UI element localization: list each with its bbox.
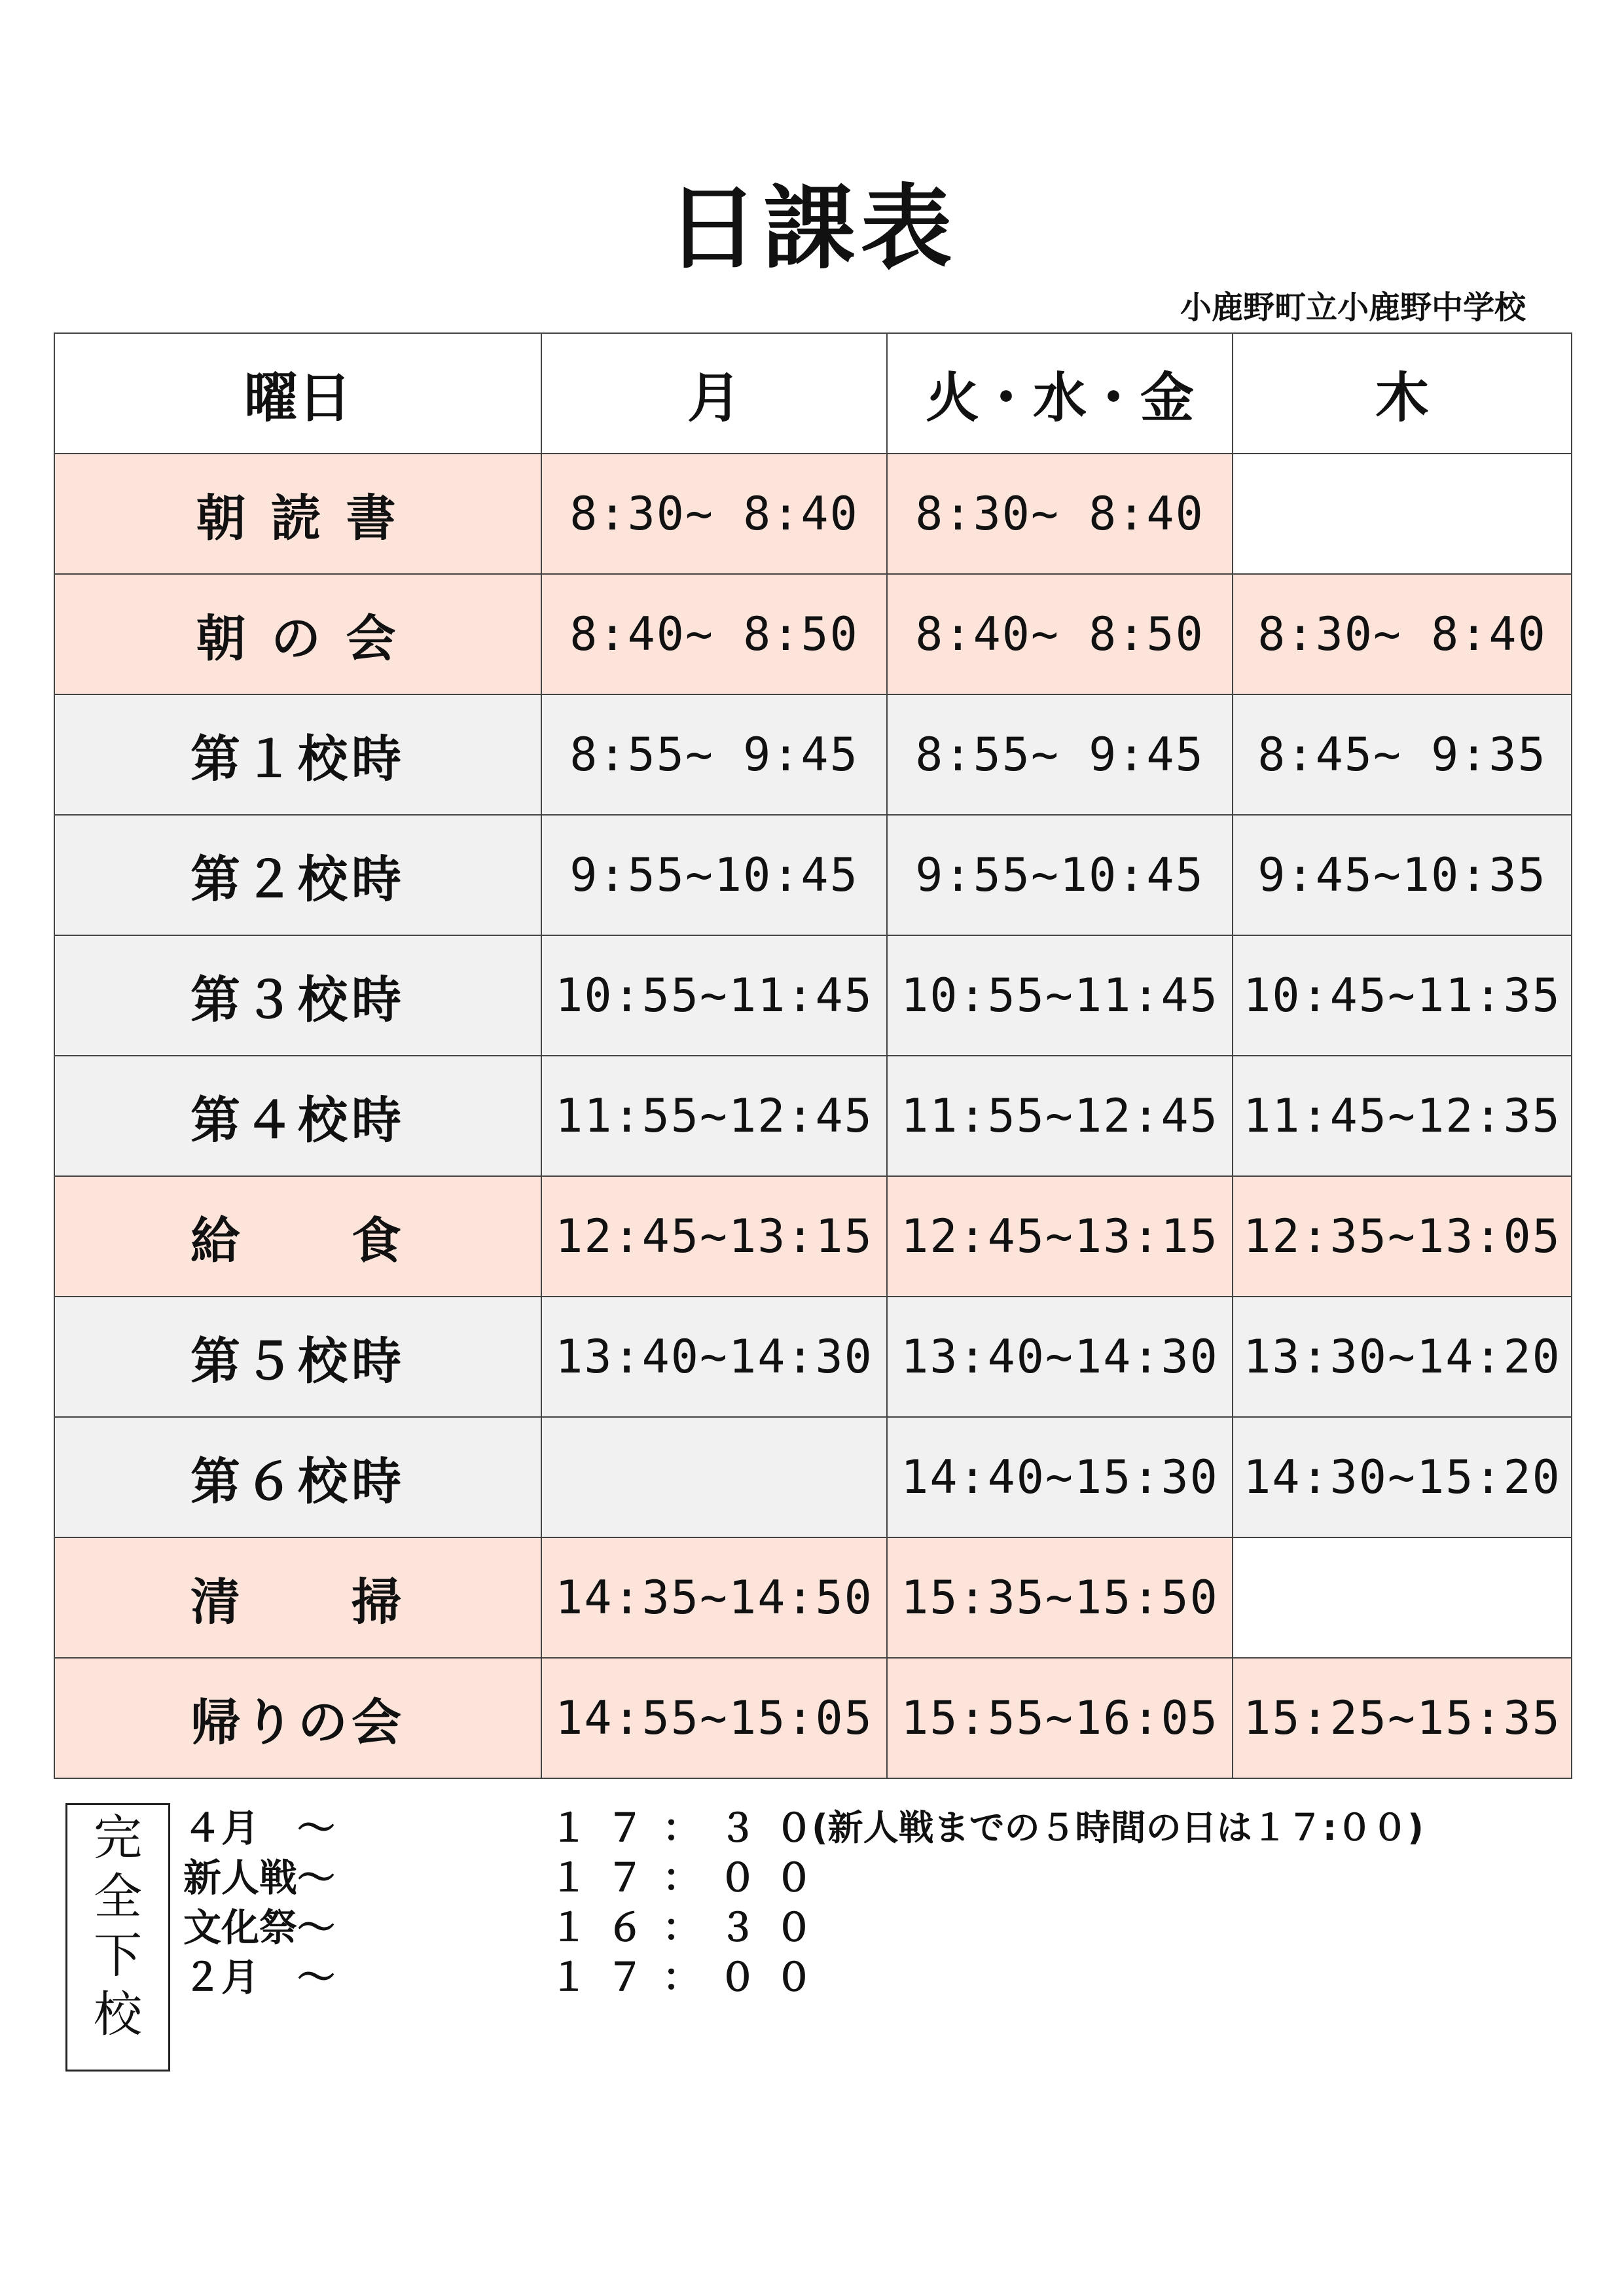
time-cell: 8:45~ 9:35	[1233, 694, 1572, 815]
row-label: 第５校時	[54, 1297, 541, 1417]
time-cell: 10:45~11:35	[1233, 935, 1572, 1056]
table-row	[54, 815, 1572, 935]
dismissal-time: １６：３０	[550, 1905, 832, 1950]
header-tue-wed-fri: 火・水・金	[887, 333, 1233, 454]
dismissal-time: １７：００	[550, 1856, 832, 1900]
time-cell: 15:35~15:50	[887, 1537, 1233, 1658]
header-thursday: 木	[1233, 333, 1572, 454]
dismissal-section	[65, 1803, 1571, 2078]
time-cell: 8:30~ 8:40	[1233, 574, 1572, 694]
heading-char: 下	[94, 1928, 142, 1984]
time-cell: 10:55~11:45	[541, 935, 887, 1056]
dismissal-period: 文化祭～	[183, 1905, 336, 1950]
time-cell: 14:55~15:05	[541, 1658, 887, 1778]
time-cell: 9:45~10:35	[1233, 815, 1572, 935]
row-label: 第３校時	[54, 935, 541, 1056]
time-cell: 8:40~ 8:50	[887, 574, 1233, 694]
header-day: 曜日	[54, 333, 541, 454]
time-cell: 15:25~15:35	[1233, 1658, 1572, 1778]
dismissal-note: (新人戦までの５時間の日は１７:００)	[812, 1807, 1424, 1848]
header-row	[54, 333, 1572, 454]
time-cell	[541, 1417, 887, 1537]
time-cell: 12:45~13:15	[887, 1176, 1233, 1297]
dismissal-item	[183, 1903, 1558, 1952]
time-cell: 15:55~16:05	[887, 1658, 1233, 1778]
time-cell	[1233, 1537, 1572, 1658]
row-label: 給 食	[54, 1176, 541, 1297]
dismissal-period: 新人戦～	[183, 1856, 336, 1900]
table-row	[54, 1417, 1572, 1537]
page-title: 日課表	[666, 175, 958, 282]
table-row	[54, 1537, 1572, 1658]
row-label: 帰りの会	[54, 1658, 541, 1778]
time-cell: 14:40~15:30	[887, 1417, 1233, 1537]
schedule-table	[54, 332, 1572, 1779]
table-row	[54, 1658, 1572, 1778]
time-cell: 11:55~12:45	[541, 1056, 887, 1176]
row-label: 清 掃	[54, 1537, 541, 1658]
dismissal-time: １７：００	[550, 1955, 832, 2000]
table-row	[54, 1297, 1572, 1417]
dismissal-heading	[65, 1803, 170, 2072]
time-cell: 8:55~ 9:45	[541, 694, 887, 815]
time-cell: 14:30~15:20	[1233, 1417, 1572, 1537]
table-row	[54, 574, 1572, 694]
heading-char: 完	[94, 1810, 142, 1866]
table-row	[54, 694, 1572, 815]
table-row	[54, 1176, 1572, 1297]
dismissal-item	[183, 1952, 1558, 2002]
time-cell: 8:30~ 8:40	[887, 454, 1233, 574]
time-cell: 12:45~13:15	[541, 1176, 887, 1297]
row-label: 第２校時	[54, 815, 541, 935]
school-name: 小鹿野町立小鹿野中学校	[1180, 289, 1526, 326]
time-cell: 13:40~14:30	[541, 1297, 887, 1417]
time-cell: 13:30~14:20	[1233, 1297, 1572, 1417]
time-cell: 8:30~ 8:40	[541, 454, 887, 574]
time-cell: 10:55~11:45	[887, 935, 1233, 1056]
time-cell: 8:40~ 8:50	[541, 574, 887, 694]
dismissal-period: ４月 ～	[183, 1806, 336, 1850]
time-cell: 14:35~14:50	[541, 1537, 887, 1658]
time-cell: 11:55~12:45	[887, 1056, 1233, 1176]
time-cell: 12:35~13:05	[1233, 1176, 1572, 1297]
dismissal-time: １７：３０	[550, 1806, 832, 1850]
row-label: 第４校時	[54, 1056, 541, 1176]
table-row	[54, 1056, 1572, 1176]
row-label: 第１校時	[54, 694, 541, 815]
heading-char: 全	[94, 1869, 142, 1925]
time-cell: 9:55~10:45	[541, 815, 887, 935]
dismissal-item	[183, 1853, 1558, 1903]
table-row	[54, 454, 1572, 574]
dismissal-item	[183, 1803, 1558, 1853]
row-label: 朝 の 会	[54, 574, 541, 694]
dismissal-period: ２月 ～	[183, 1955, 336, 2000]
row-label: 朝 読 書	[54, 454, 541, 574]
time-cell	[1233, 454, 1572, 574]
row-label: 第６校時	[54, 1417, 541, 1537]
heading-char: 校	[94, 1986, 142, 2043]
time-cell: 8:55~ 9:45	[887, 694, 1233, 815]
time-cell: 9:55~10:45	[887, 815, 1233, 935]
table-row	[54, 935, 1572, 1056]
time-cell: 11:45~12:35	[1233, 1056, 1572, 1176]
header-monday: 月	[541, 333, 887, 454]
time-cell: 13:40~14:30	[887, 1297, 1233, 1417]
